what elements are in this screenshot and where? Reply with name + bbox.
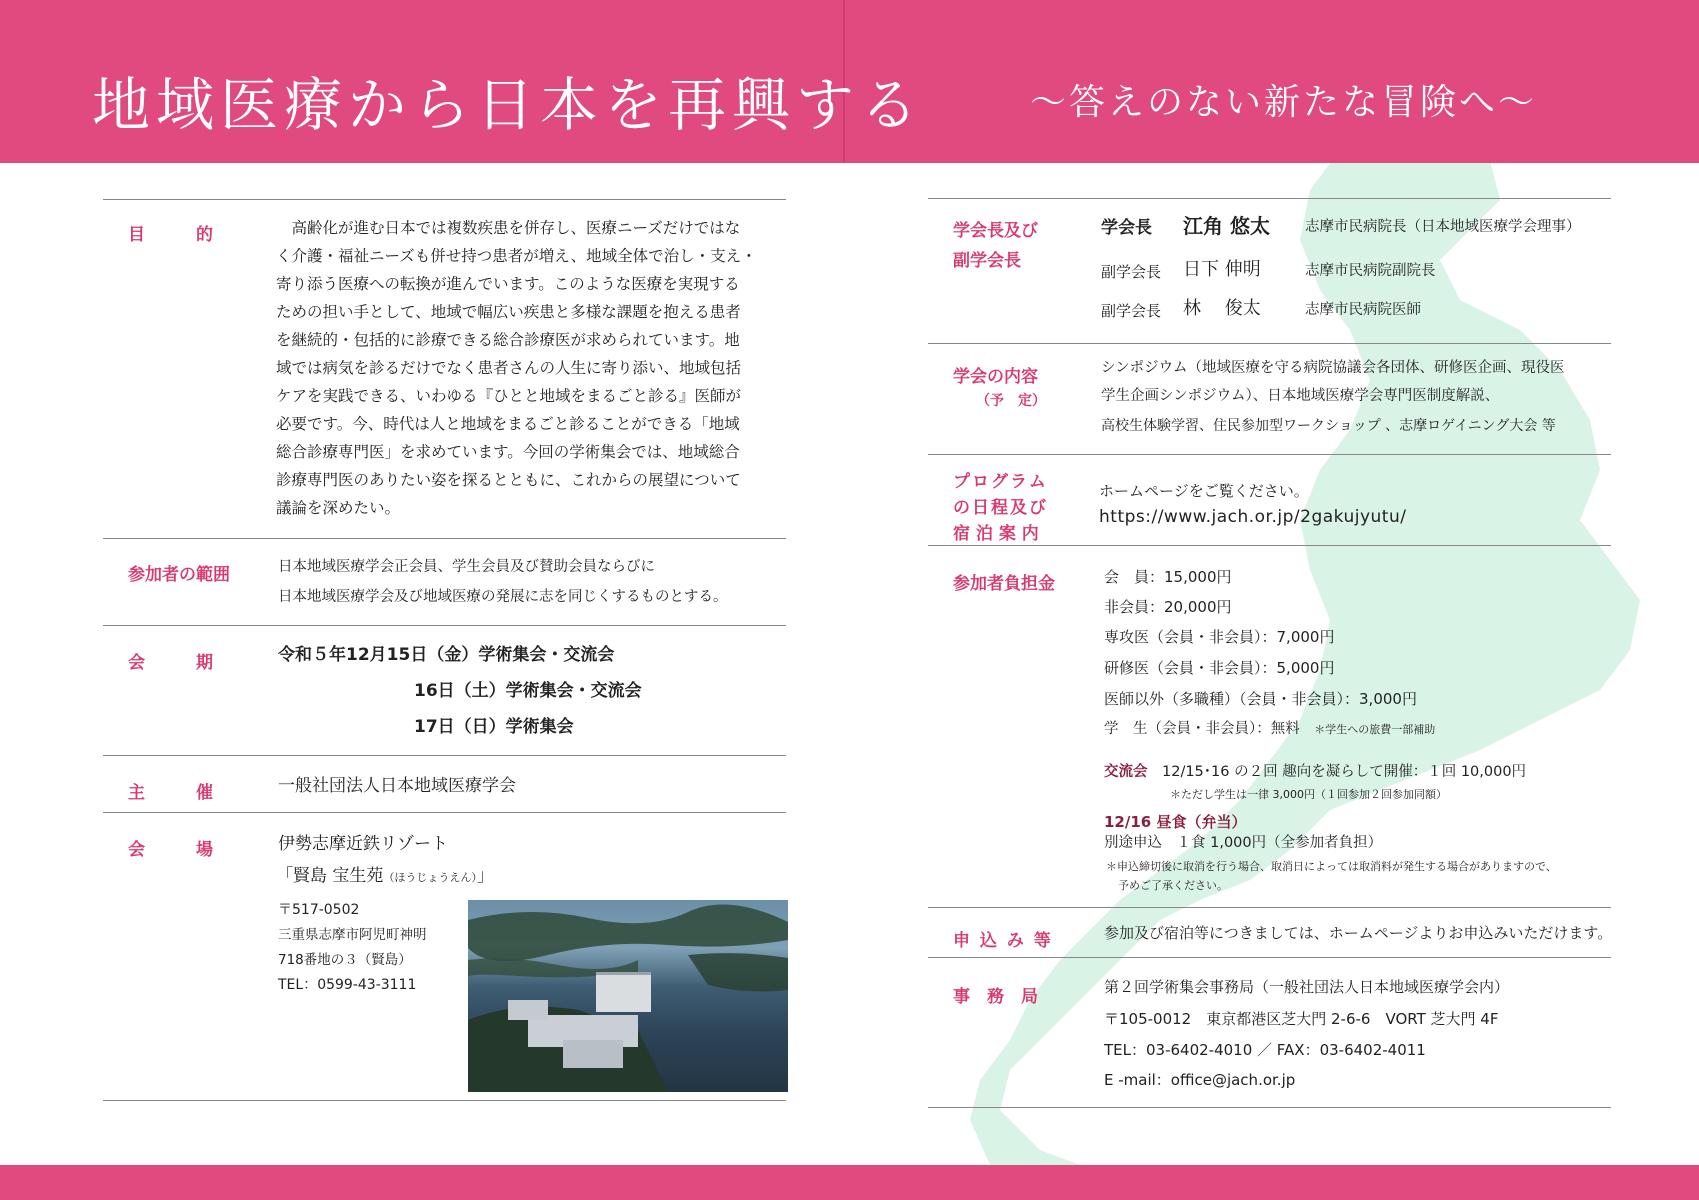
purpose-line: ケアを実践できる、いわゆる『ひとと地域をまるごと診る』医師が [276,387,742,405]
divider [103,755,786,756]
venue-name-2 [276,862,494,892]
divider [928,545,1611,546]
purpose-line: 高齢化が進む日本では複数疾患を併存し、医療ニーズだけではな [276,219,741,237]
divider [928,957,1611,958]
program-label: の日程及び [953,498,1048,518]
divider [928,907,1611,908]
exchange-note: ＊ただし学生は一律 3,000円（１回参加２回参加同額） [1170,788,1447,801]
scope-line: 日本地域医療学会及び地域医療の発展に志を同じくするものとする。 [278,589,728,605]
apply-label: 申 込 み 等 [953,931,1053,951]
venue-kana: （ほうじょうえん） [383,871,477,884]
divider [103,1100,786,1101]
office-line: TEL：03-6402-4010 ／ FAX：03-6402-4011 [1104,1041,1426,1059]
venue-address: 718番地の３（賢島） [278,952,412,968]
host-label: 主 催 [128,783,213,803]
venue-label: 会 場 [128,840,213,860]
office-label: 事 務 局 [953,987,1038,1007]
chair-role: 学会長 [1101,218,1152,238]
venue-bracket: 」 [476,866,494,886]
period-line: 17日（日）学術集会 [414,717,574,737]
purpose-label: 目 的 [128,225,213,245]
scope-label: 参加者の範囲 [128,565,230,585]
scope-line: 日本地域医療学会正会員、学生会員及び賛助会員ならびに [278,559,655,575]
purpose-line: く介護・福祉ニーズも併せ持つ患者が増え、地域全体で治し・支え・ [276,247,757,265]
divider [928,454,1611,455]
vice-chair-role: 副学会長 [1101,263,1162,281]
divider [928,343,1611,344]
chairs-label: 副学会長 [953,251,1021,271]
fee-item: 非会員：20,000円 [1104,598,1232,616]
venue-tel: TEL：0599-43-3111 [278,977,417,993]
divider [103,538,786,539]
divider [103,625,786,626]
divider [928,1107,1611,1108]
fee-item: 医師以外（多職種）（会員・非会員）：3,000円 [1104,690,1417,708]
purpose-text [276,214,757,522]
fee-item: 専攻医（会員・非会員）：7,000円 [1104,628,1335,646]
period-label: 会 期 [128,653,213,673]
purpose-line: 必要です。今、時代は人と地域をまるごと診ることができる「地域 [276,415,740,433]
content-line: 学生企画シンポジウム）、日本地域医療学会専門医制度解説、 [1101,388,1500,404]
page-subtitle: 〜答えのない新たな冒険へ〜 [1030,82,1538,123]
exchange-text: 12/15･16 の２回 趣向を凝らして開催：１回 10,000円 [1162,764,1527,780]
purpose-line: 域では病気を診るだけでなく患者さんの人生に寄り添い、地域包括 [276,359,742,377]
fees-label: 参加者負担金 [953,574,1055,594]
vice-chair-title: 志摩市民病院副院長 [1305,263,1436,279]
vice-chair-name: 日下 伸明 [1183,259,1261,280]
divider [103,812,786,813]
purpose-line: 診療専門医のありたい姿を探るとともに、これからの展望について [276,471,741,489]
footer-bar [0,1165,1699,1200]
program-label: 宿 泊 案 内 [953,524,1039,544]
content-line: 高校生体験学習、住民参加型ワークショップ 、志摩ロゲイニング大会 等 [1101,418,1556,434]
apply-text: 参加及び宿泊等につきましては、ホームページよりお申込みいただけます。 [1104,924,1613,942]
venue-name: 伊勢志摩近鉄リゾート [278,834,448,854]
venue-photo [468,900,788,1092]
purpose-line: 寄り添う医療への転換が進んでいます。このような医療を実現する [276,275,740,293]
program-text: ホームページをご覧ください。 [1099,482,1309,500]
purpose-line: 議論を深めたい。 [276,499,401,517]
office-line: 第２回学術集会事務局（一般社団法人日本地域医療学会内） [1104,978,1510,996]
fee-item: 会 員：15,000円 [1104,568,1232,586]
purpose-line: 総合診療専門医」を求めています。今回の学術集会では、地域総合 [276,443,740,461]
venue-postal: 〒517-0502 [278,902,360,918]
vice-chair-role: 副学会長 [1101,302,1162,320]
chairs-label: 学会長及び [953,221,1038,241]
venue-photo-image [468,900,788,1092]
purpose-line: ための担い手として、地域で幅広い疾患と多様な課題を抱える患者 [276,303,741,321]
fee-item: 研修医（会員・非会員）：5,000円 [1104,659,1335,677]
cancel-note: ＊申込締切後に取消を行う場合、取消日によっては取消料が発生する場合がありますので、 [1106,860,1557,873]
vice-chair-title: 志摩市民病院医師 [1305,302,1421,318]
period-line: 令和５年12月15日（金）学術集会・交流会 [278,645,615,665]
purpose-line: を継続的・包括的に診療できる総合診療医が求められています。地 [276,331,740,349]
program-label: プログラム [953,472,1048,492]
fee-student [1104,715,1435,744]
venue-name-main: 「賢島 宝生苑 [276,866,384,886]
lunch-text: 別途申込 １食 1,000円（全参加者負担） [1104,835,1383,851]
page-title: 地域医療から日本を再興する [92,71,925,139]
cancel-note: 予めご了承ください。 [1118,879,1228,892]
divider [103,199,786,200]
chair-name: 江角 悠太 [1183,214,1270,238]
office-email: E -mail：office@jach.or.jp [1104,1071,1296,1089]
chair-title: 志摩市民病院長（日本地域医療学会理事） [1305,219,1581,235]
content-line: シンポジウム（地域医療を守る病院協議会各団体、研修医企画、現役医 [1101,360,1565,376]
program-url-link[interactable]: https://www.jach.or.jp/2gakujyutu/ [1099,507,1407,527]
divider [928,198,1611,199]
fee-student-note: ＊学生への旅費一部補助 [1314,723,1436,736]
content-label-sub: （予 定） [976,393,1046,409]
period-line: 16日（土）学術集会・交流会 [414,681,642,701]
content-label: 学会の内容 [953,367,1038,387]
lunch-label: 12/16 昼食（弁当） [1104,813,1247,831]
fee-student-text: 学 生（会員・非会員）：無料 [1104,721,1300,737]
venue-address: 三重県志摩市阿児町神明 [278,927,427,943]
exchange-label: 交流会 [1104,764,1148,780]
vice-chair-name: 林 俊太 [1183,298,1261,319]
office-line: 〒105-0012 東京都港区芝大門 2-6-6 VORT 芝大門 4F [1104,1010,1499,1028]
host-value: 一般社団法人日本地域医療学会 [278,776,516,796]
